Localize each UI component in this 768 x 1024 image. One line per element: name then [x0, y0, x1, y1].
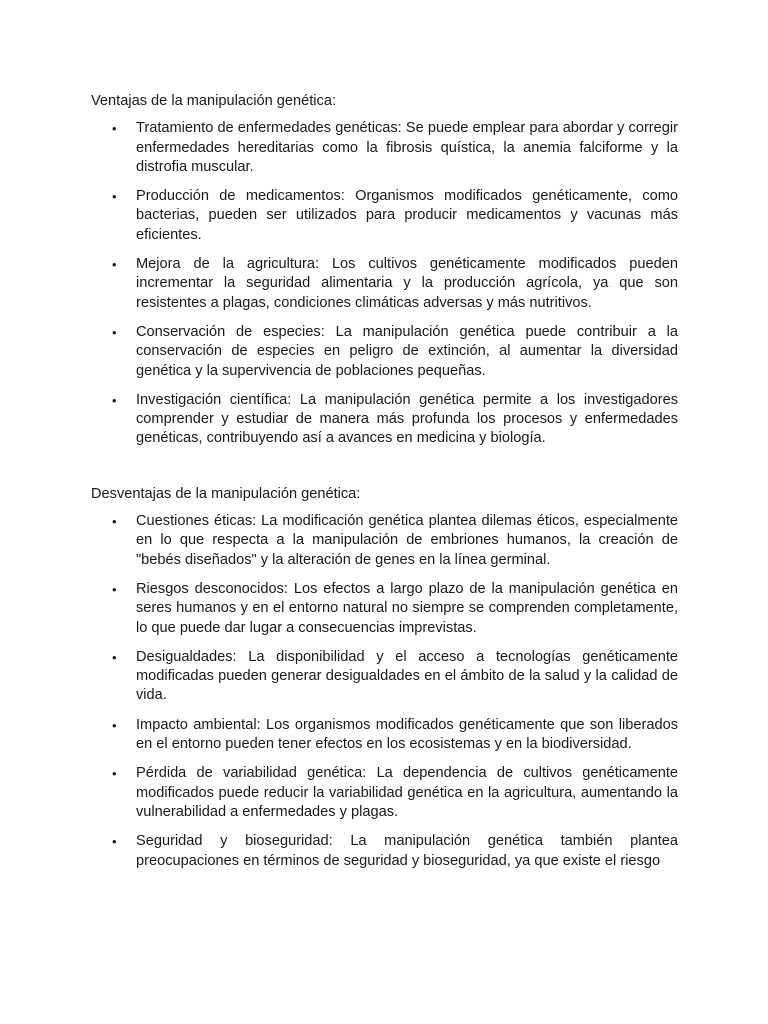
list-item-text: Impacto ambiental: Los organismos modificados genéticamente que son liberados en el entorno pueden tener efectos en los ecosistemas y en la biodiversidad.: [136, 716, 678, 753]
list-item-text: Riesgos desconocidos: Los efectos a largo plazo de la manipulación genética en seres humanos y en el entorno natural no siempre se comprenden completamente, lo que puede dar lugar a consecuencias imprevistas.: [136, 580, 678, 636]
list-item-text: Cuestiones éticas: La modificación genética plantea dilemas éticos, especialmente en lo que respecta a la manipulación de embriones humanos, la creación de "bebés diseñados" y la alteración de genes en la línea germinal.: [136, 513, 678, 568]
bullet-icon: •: [112, 392, 117, 408]
list-item: [91, 648, 678, 706]
bullet-icon: •: [112, 766, 117, 782]
section-spacer: [91, 459, 678, 485]
list-item: [91, 580, 678, 638]
bullet-icon: •: [112, 324, 117, 340]
bullet-icon: •: [112, 581, 117, 597]
disadvantages-heading: Desventajas de la manipulación genética:: [91, 485, 361, 502]
advantages-heading: Ventajas de la manipulación genética:: [91, 93, 337, 109]
document-body: [91, 92, 678, 881]
list-item: [91, 323, 678, 381]
list-item-text: Pérdida de variabilidad genética: La dependencia de cultivos genéticamente modificados puede reducir la variabilidad genética en la agricultura, aumentando la vulnerabilidad a enfermedades y plagas.: [136, 765, 678, 820]
bullet-icon: •: [112, 717, 117, 733]
list-item-text: Tratamiento de enfermedades genéticas: Se puede emplear para abordar y corregir enfermedades hereditarias como la fibrosis quística, la anemia falciforme y la distrofia muscular.: [136, 120, 678, 175]
list-item-text: Seguridad y bioseguridad: La manipulación genética también plantea preocupaciones en términos de seguridad y bioseguridad, ya que existe el riesgo: [136, 833, 678, 869]
list-item-text: Desigualdades: La disponibilidad y el acceso a tecnologías genéticamente modificadas pueden generar desigualdades en el ámbito de la salud y la calidad de vida.: [136, 648, 678, 704]
list-item: [91, 255, 678, 313]
list-item-text: Producción de medicamentos: Organismos modificados genéticamente, como bacterias, pueden ser utilizados para producir medicamentos y vacunas más eficientes.: [136, 188, 678, 243]
list-item: [91, 832, 678, 871]
advantages-list: [91, 119, 678, 448]
bullet-icon: •: [112, 834, 117, 850]
list-item: [91, 187, 678, 245]
bullet-icon: •: [112, 189, 117, 205]
list-item: [91, 512, 678, 570]
list-item: [91, 716, 678, 755]
bullet-icon: •: [112, 121, 117, 137]
list-item-text: Investigación científica: La manipulación genética permite a los investigadores comprender y estudiar de manera más profunda los procesos y enfermedades genéticas, contribuyendo así a avances en medicina y biología.: [136, 391, 678, 447]
list-item: [91, 391, 678, 449]
bullet-icon: •: [112, 649, 117, 665]
list-item: [91, 119, 678, 177]
list-item: [91, 764, 678, 822]
bullet-icon: •: [112, 257, 117, 273]
disadvantages-list: [91, 512, 678, 871]
list-item-text: Mejora de la agricultura: Los cultivos genéticamente modificados pueden incrementar la seguridad alimentaria y la producción agrícola, ya que son resistentes a plagas, condiciones climáticas adversas y más nutritivos.: [136, 256, 678, 311]
bullet-icon: •: [112, 514, 117, 530]
list-item-text: Conservación de especies: La manipulación genética puede contribuir a la conservación de especies en peligro de extinción, al aumentar la diversidad genética y la supervivencia de poblaciones pequeñas.: [136, 323, 678, 379]
